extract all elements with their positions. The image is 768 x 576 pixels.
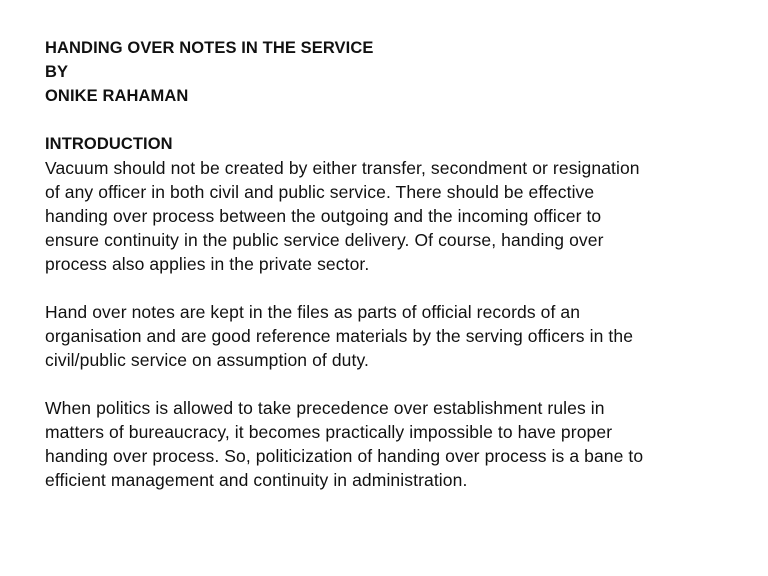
paragraph-line: of any officer in both civil and public service. There should be effective <box>45 182 595 202</box>
paragraph-two <box>45 300 745 372</box>
document-title: HANDING OVER NOTES IN THE SERVICE <box>45 39 374 57</box>
introduction-section <box>45 132 745 276</box>
paragraph-line: handing over process. So, politicization of handing over process is a bane to <box>45 446 644 466</box>
spacer <box>45 276 745 300</box>
paragraph-line: handing over process between the outgoing and the incoming officer to <box>45 206 602 226</box>
paragraph-line: civil/public service on assumption of duty. <box>45 350 369 370</box>
section-heading: INTRODUCTION <box>45 135 173 153</box>
paragraph-line: Vacuum should not be created by either transfer, secondment or resignation <box>45 158 640 178</box>
paragraph-line: organisation and are good reference materials by the serving officers in the <box>45 326 634 346</box>
paragraph-line: matters of bureaucracy, it becomes practically impossible to have proper <box>45 422 613 442</box>
paragraph-three <box>45 396 745 492</box>
paragraph-line: When politics is allowed to take precedence over establishment rules in <box>45 398 605 418</box>
paragraph-line: process also applies in the private sector. <box>45 254 370 274</box>
paragraph-line: ensure continuity in the public service delivery. Of course, handing over <box>45 230 604 250</box>
spacer <box>45 108 745 132</box>
document-header <box>45 36 745 108</box>
paragraph-line: efficient management and continuity in administration. <box>45 470 468 490</box>
paragraph-line: Hand over notes are kept in the files as parts of official records of an <box>45 302 581 322</box>
byline-by: BY <box>45 63 69 81</box>
spacer <box>45 372 745 396</box>
document-page <box>45 36 745 492</box>
author-name: ONIKE RAHAMAN <box>45 87 189 105</box>
